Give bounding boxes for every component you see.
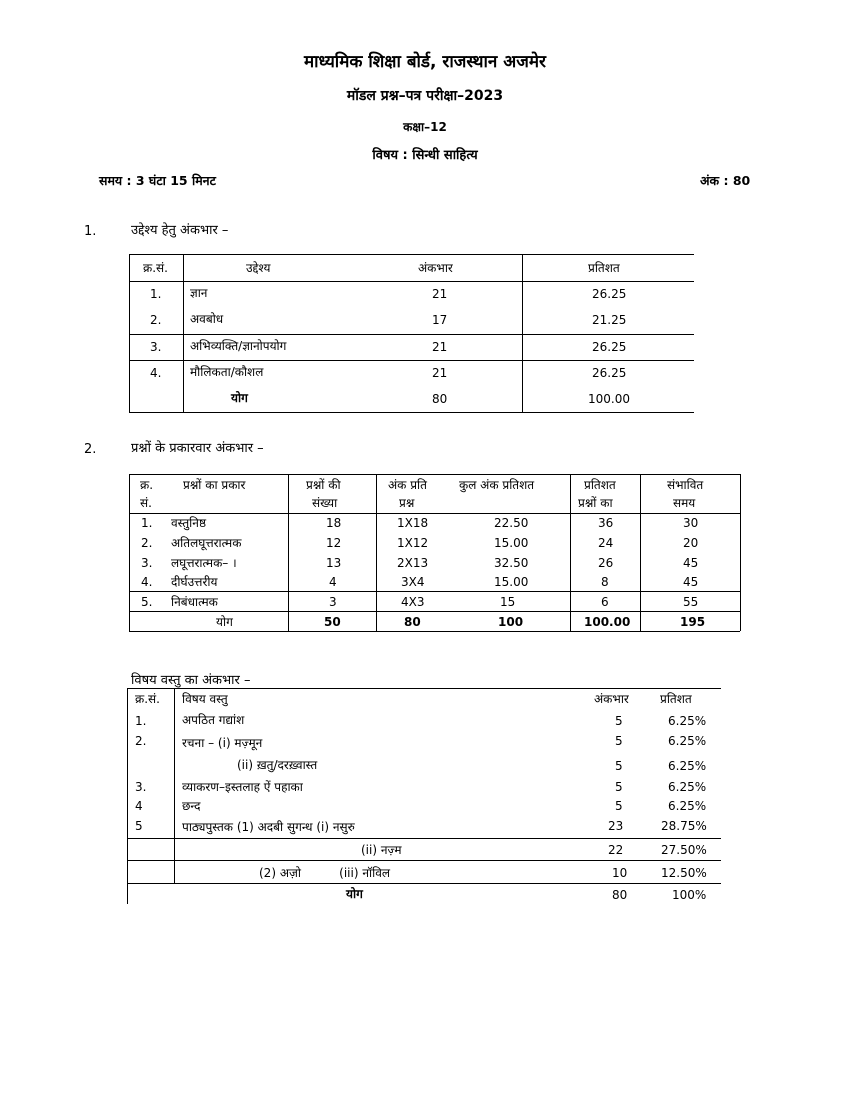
table-cell: (2) अज़ो (iii) नॉविल bbox=[259, 866, 391, 880]
total-marks: 80 bbox=[612, 888, 628, 902]
table-cell: 45 bbox=[683, 575, 699, 589]
board-title: माध्यमिक शिक्षा बोर्ड, राजस्थान अजमेर bbox=[303, 52, 546, 72]
header-sno: सं. bbox=[140, 496, 152, 510]
table-cell: 1X18 bbox=[397, 516, 429, 530]
table-cell: 3. bbox=[150, 340, 162, 354]
table-cell: 21 bbox=[432, 366, 448, 380]
table-cell: 15.00 bbox=[494, 536, 529, 550]
table-cell: 6 bbox=[601, 595, 609, 609]
header-total-percent: कुल अंक प्रतिशत bbox=[459, 478, 535, 492]
table-cell: 3 bbox=[329, 595, 337, 609]
header-count: प्रश्नों की bbox=[306, 478, 341, 492]
table-cell: 26.25 bbox=[592, 366, 627, 380]
table-cell: पाठ्यपुस्तक (1) अदबी सुगन्ध (i) नसुरु bbox=[182, 820, 355, 834]
section2-number: 2. bbox=[84, 442, 97, 457]
table-cell: 18 bbox=[326, 516, 342, 530]
table-cell: 3X4 bbox=[401, 575, 425, 589]
table-cell: 26.25 bbox=[592, 287, 627, 301]
table-cell: 15 bbox=[500, 595, 516, 609]
header-count: संख्या bbox=[312, 496, 338, 510]
table-cell: (ii) नज़्म bbox=[361, 843, 402, 857]
table-cell: 5 bbox=[615, 759, 623, 773]
table-cell: अवबोध bbox=[190, 312, 224, 326]
max-marks-label: अंक : 80 bbox=[700, 173, 751, 188]
table-cell: 21 bbox=[432, 287, 448, 301]
table-cell: 24 bbox=[598, 536, 614, 550]
total-percent: 100 bbox=[498, 615, 524, 629]
table-cell: व्याकरण–इस्तलाह ऐं पहाका bbox=[182, 780, 303, 794]
table-cell: अपठित गद्यांश bbox=[182, 713, 245, 727]
table-cell: 5 bbox=[615, 734, 623, 748]
table-cell: 26.25 bbox=[592, 340, 627, 354]
table-cell: 45 bbox=[683, 556, 699, 570]
table-cell: 32.50 bbox=[494, 556, 529, 570]
table-cell: 5 bbox=[615, 780, 623, 794]
table-cell: 5 bbox=[615, 799, 623, 813]
table-cell: 4 bbox=[329, 575, 337, 589]
header-question-percent: प्रश्नों का bbox=[578, 496, 613, 510]
table-cell: 23 bbox=[608, 819, 624, 833]
table-cell: 55 bbox=[683, 595, 699, 609]
table-cell: 22.50 bbox=[494, 516, 529, 530]
table-cell: 1. bbox=[141, 516, 153, 530]
total-label: योग bbox=[346, 887, 363, 901]
table-cell: 30 bbox=[683, 516, 699, 530]
table-cell: 21 bbox=[432, 340, 448, 354]
header-marks: अंकभार bbox=[418, 261, 453, 275]
table-cell: ज्ञान bbox=[190, 286, 208, 300]
header-sno: क्र. bbox=[140, 478, 154, 492]
table-cell: 4. bbox=[150, 366, 162, 380]
table-cell: (ii) ख़तु/दरख़्वास्त bbox=[237, 758, 318, 772]
total-time: 195 bbox=[680, 615, 706, 629]
header-type: प्रश्नों का प्रकार bbox=[183, 478, 246, 492]
table-cell: 12.50% bbox=[661, 866, 707, 880]
paper-title: मॉडल प्रश्न–पत्र परीक्षा–2023 bbox=[346, 88, 504, 104]
section1-number: 1. bbox=[84, 224, 97, 239]
table-cell: 5 bbox=[615, 714, 623, 728]
total-marks: 80 bbox=[404, 615, 421, 629]
table-cell: 15.00 bbox=[494, 575, 529, 589]
table-cell: 6.25% bbox=[668, 799, 707, 813]
table-cell: 36 bbox=[598, 516, 614, 530]
total-marks: 80 bbox=[432, 392, 448, 406]
table-cell: लघूत्तरात्मक– । bbox=[171, 556, 237, 570]
table-cell: 10 bbox=[612, 866, 628, 880]
header-percent: प्रतिशत bbox=[660, 692, 692, 706]
table-cell: 17 bbox=[432, 313, 448, 327]
table-cell: 2. bbox=[150, 313, 162, 327]
table-cell: 12 bbox=[326, 536, 342, 550]
header-sno: क्र.सं. bbox=[135, 692, 160, 706]
class-label: कक्षा–12 bbox=[403, 120, 447, 134]
table-cell: 22 bbox=[608, 843, 624, 857]
table-cell: 28.75% bbox=[661, 819, 707, 833]
table-cell: 2. bbox=[135, 734, 147, 748]
table-cell: 4X3 bbox=[401, 595, 425, 609]
header-content: विषय वस्तु bbox=[182, 692, 228, 706]
header-marks: अंकभार bbox=[594, 692, 629, 706]
header-question-percent: प्रतिशत bbox=[584, 478, 616, 492]
table-cell: 27.50% bbox=[661, 843, 707, 857]
table-cell: 1X12 bbox=[397, 536, 429, 550]
subject-label: विषय : सिन्धी साहित्य bbox=[372, 148, 478, 163]
table-cell: 6.25% bbox=[668, 759, 707, 773]
total-label: योग bbox=[216, 615, 233, 629]
table-cell: 20 bbox=[683, 536, 699, 550]
header-marks-per-question: प्रश्न bbox=[399, 496, 415, 510]
time-label: समय : 3 घंटा 15 मिनट bbox=[99, 173, 216, 188]
table-cell: 21.25 bbox=[592, 313, 627, 327]
header-marks-per-question: अंक प्रति bbox=[388, 478, 427, 492]
header-expected-time: संभावित bbox=[667, 478, 704, 492]
header-objective: उद्देश्य bbox=[246, 261, 271, 275]
table-cell: 4 bbox=[135, 799, 143, 813]
table-cell: दीर्घउत्तरीय bbox=[171, 575, 218, 589]
total-count: 50 bbox=[324, 615, 341, 629]
table-cell: 5. bbox=[141, 595, 153, 609]
table-cell: 1. bbox=[150, 287, 162, 301]
table-cell: 6.25% bbox=[668, 734, 707, 748]
section3-title: विषय वस्तु का अंकभार – bbox=[131, 673, 251, 688]
table-cell: 8 bbox=[601, 575, 609, 589]
total-label: योग bbox=[231, 391, 248, 405]
table-cell: 13 bbox=[326, 556, 342, 570]
table-cell: 4. bbox=[141, 575, 153, 589]
header-percent: प्रतिशत bbox=[588, 261, 620, 275]
table-cell: मौलिकता/कौशल bbox=[190, 365, 264, 379]
table-cell: निबंधात्मक bbox=[171, 595, 218, 609]
table-cell: 2X13 bbox=[397, 556, 429, 570]
section1-title: उद्देश्य हेतु अंकभार – bbox=[131, 223, 229, 238]
table-cell: वस्तुनिष्ठ bbox=[171, 516, 207, 530]
table-cell: 2. bbox=[141, 536, 153, 550]
table-cell: 3. bbox=[141, 556, 153, 570]
table-cell: 1. bbox=[135, 714, 147, 728]
total-percent: 100% bbox=[672, 888, 707, 902]
table-cell: 26 bbox=[598, 556, 614, 570]
table-cell: 3. bbox=[135, 780, 147, 794]
header-expected-time: समय bbox=[673, 496, 696, 510]
table-cell: 6.25% bbox=[668, 714, 707, 728]
header-sno: क्र.सं. bbox=[143, 261, 168, 275]
table-cell: अभिव्यक्ति/ज्ञानोपयोग bbox=[190, 339, 287, 353]
table-cell: छन्द bbox=[182, 799, 201, 813]
table-cell: 6.25% bbox=[668, 780, 707, 794]
table-cell: अतिलघूत्तरात्मक bbox=[171, 536, 242, 550]
total-percent: 100.00 bbox=[588, 392, 630, 406]
table-cell: रचना – (i) मज़्मून bbox=[182, 736, 263, 750]
section2-title: प्रश्नों के प्रकारवार अंकभार – bbox=[131, 441, 264, 456]
table-cell: 5 bbox=[135, 819, 143, 833]
total-question-percent: 100.00 bbox=[584, 615, 631, 629]
